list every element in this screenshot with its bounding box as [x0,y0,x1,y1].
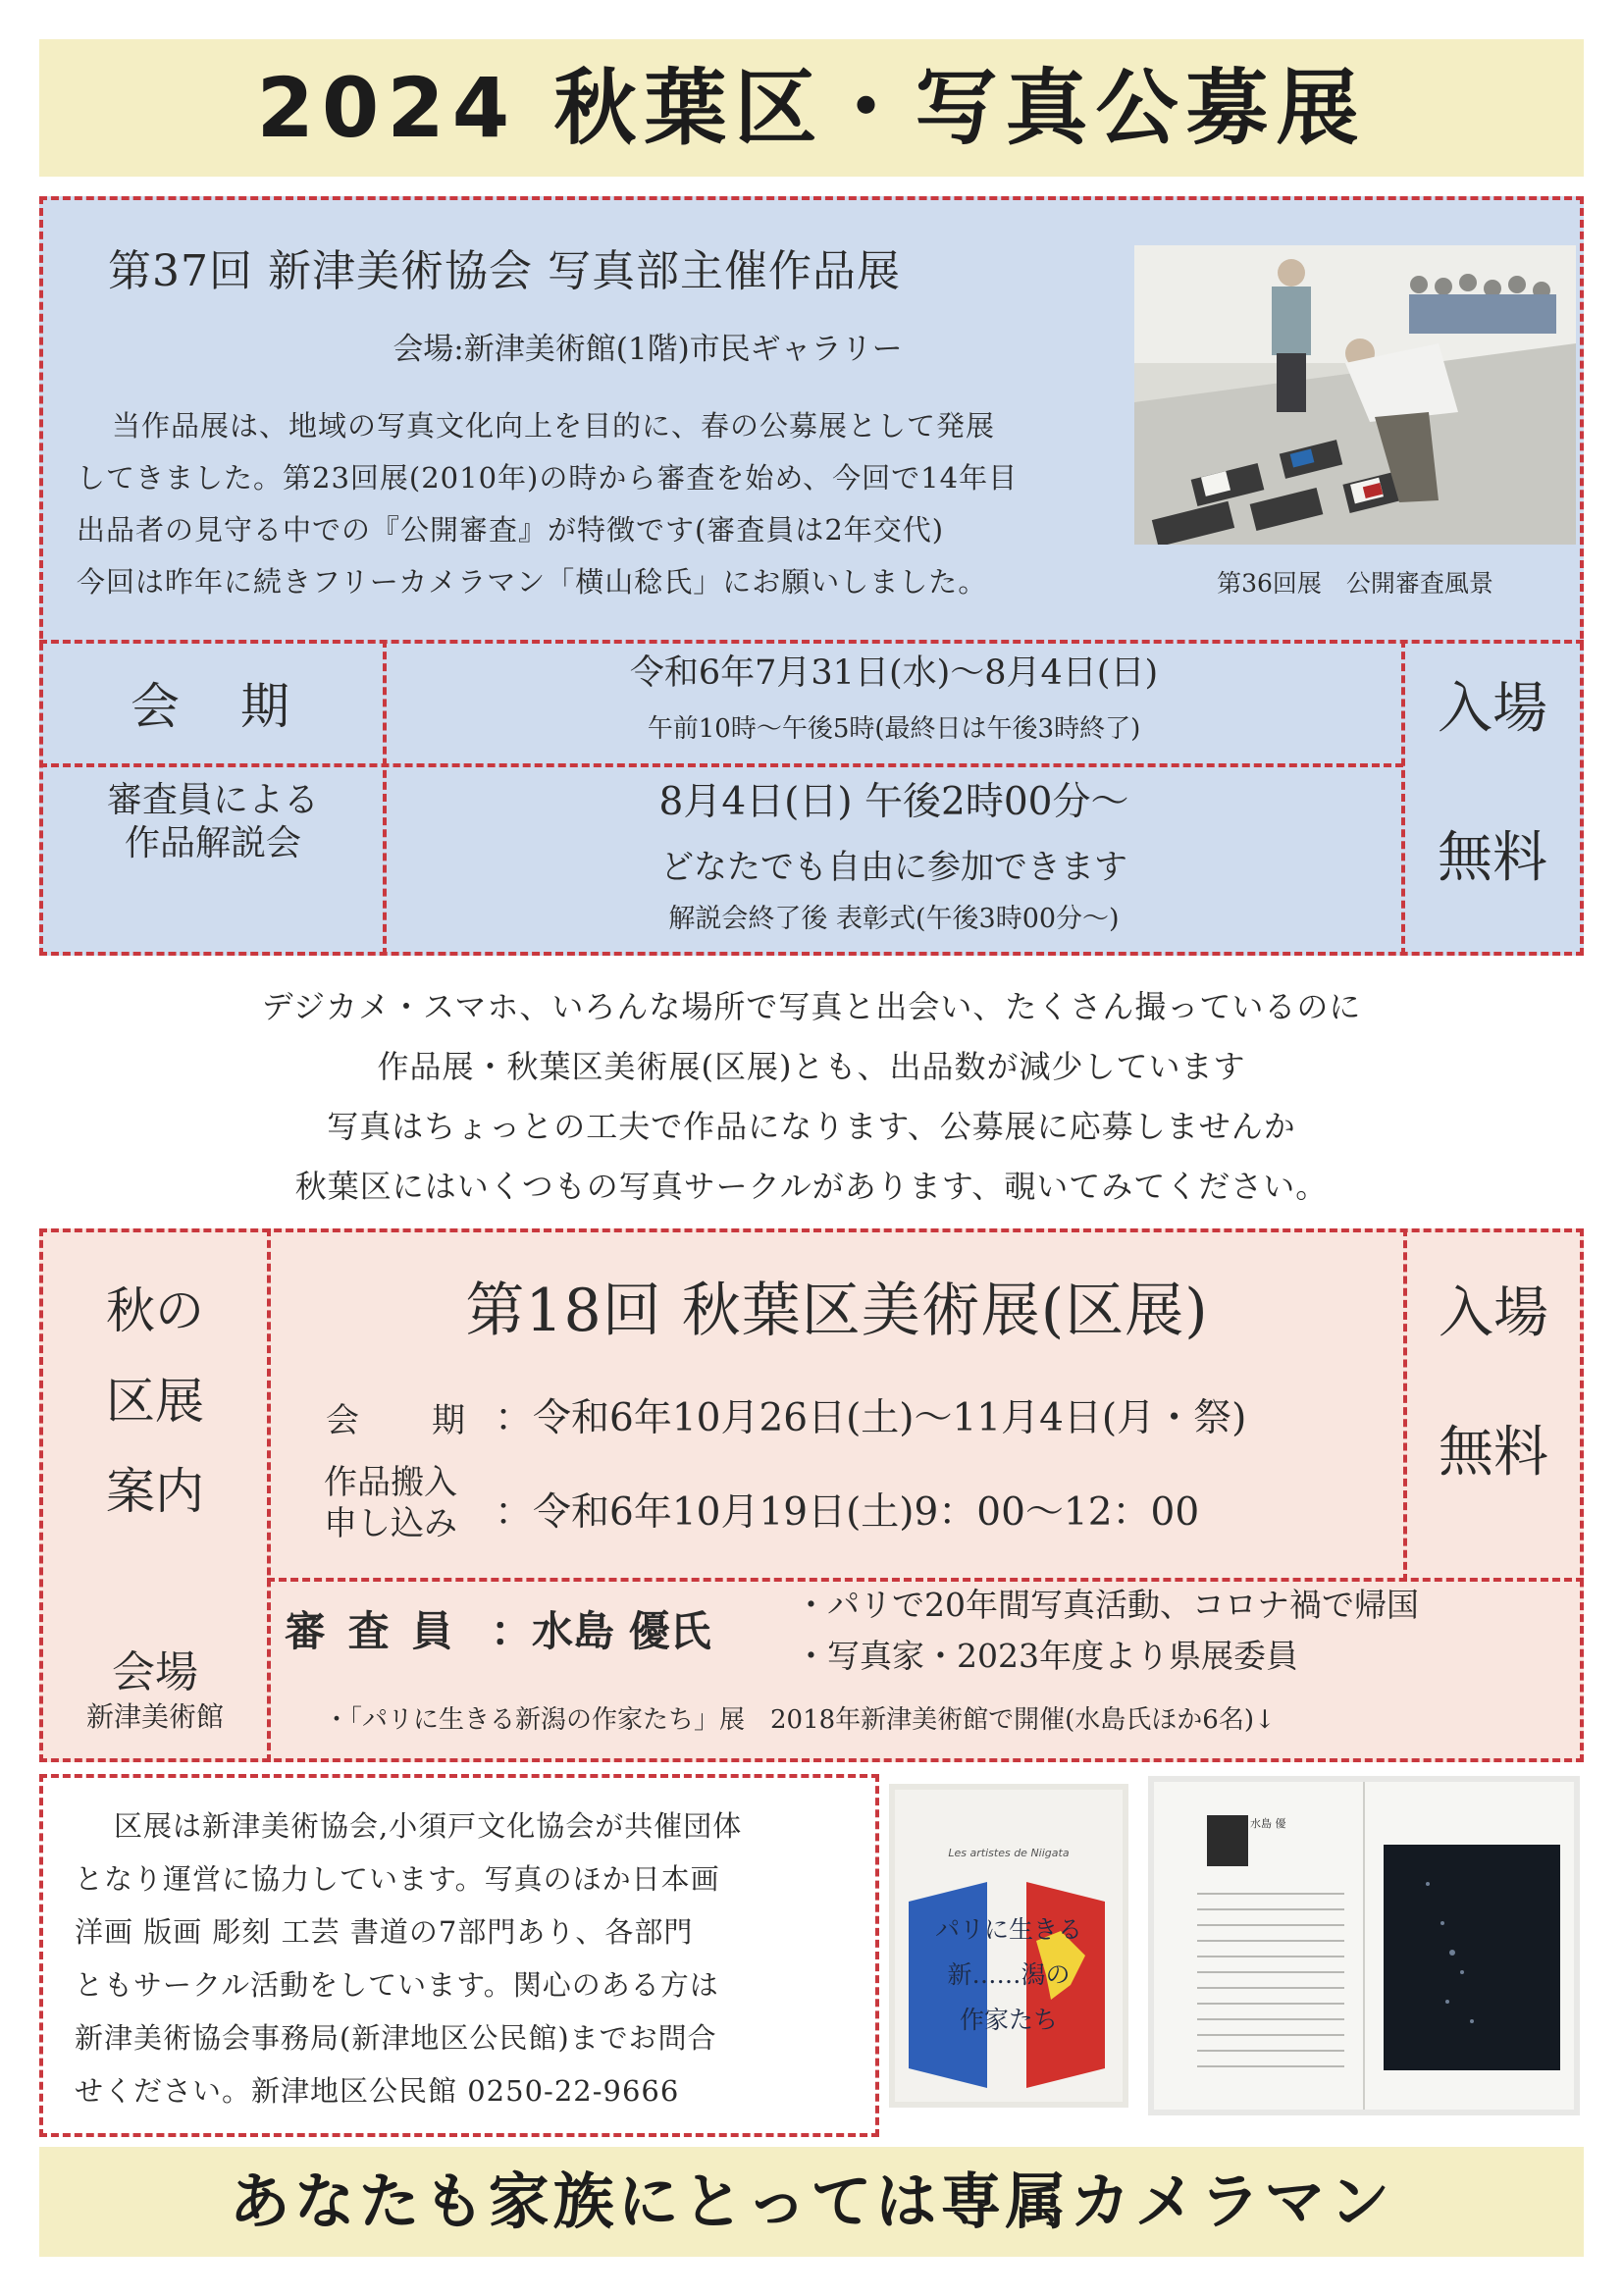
book-title-line: パリに生きる [934,1915,1082,1944]
kuten-venue-label: 会場 [112,1647,198,1697]
kuten-side-label [43,1266,267,1537]
side-label-line: 案内 [106,1463,204,1520]
kuten-entry-label [324,1462,457,1544]
kuten-heading: 第18回 秋葉区美術展(区展) [465,1277,1209,1345]
judge-name: ：水島 優氏 [491,1607,711,1655]
book-title [889,1907,1128,2043]
judge-note: ・写真家・2023年度より県展委員 [795,1637,1298,1675]
invitation-message [39,977,1584,1217]
association-line: となり運営に協力しています。写真のほか日本画 [75,1862,720,1896]
association-text [75,1800,860,2117]
message-line: デジカメ・スマホ、いろんな場所で写真と出会い、たくさん撮っているのに [261,988,1362,1025]
judging-photo [1134,245,1576,545]
talk-label-line: 作品解説会 [124,823,301,863]
catalog-artist-name: 水島 優 [1250,1817,1286,1830]
catalog-page-image [1148,1776,1580,2115]
description-line: 当作品展は、地域の写真文化向上を目的に、春の公募展として発展 [112,409,996,443]
book-cover-image [889,1784,1128,2108]
book-title-line: 作家たち [959,2006,1058,2034]
exhibition-venue: 会場:新津美術館(1階)市民ギャラリー [393,332,903,367]
divider [39,763,1403,767]
judge-note: ・パリで20年間写真活動、コロナ禍で帰国 [795,1586,1419,1624]
association-line: 洋画 版画 彫刻 工芸 書道の7部門あり、各部門 [75,1915,694,1949]
book-subtitle: Les artistes de Niigata [948,1847,1070,1859]
period-label: 会 期 [131,678,295,735]
kuten-venue-name: 新津美術館 [85,1700,224,1733]
period-date: 令和6年7月31日(水)〜8月4日(日) [629,653,1159,693]
association-line: 区展は新津美術協会,小須戸文化協会が共催団体 [114,1809,743,1843]
photo-caption: 第36回展 公開審査風景 [1217,569,1493,598]
exhibition-description [77,400,1136,608]
association-line: ともサークル活動をしています。関心のある方は [75,1968,719,2002]
admission-label: 入場 [1438,677,1547,741]
judge-label: 審 査 員 [285,1607,457,1655]
side-label-line: 秋の [106,1282,204,1339]
association-line: 新津美術協会事務局(新津地区公民館)までお問合 [75,2021,717,2055]
talk-date: 8月4日(日) 午後2時00分〜 [658,780,1129,824]
admission-value: 無料 [1438,826,1547,890]
book-title-line: 新……潟の [947,1960,1071,1989]
page-title: 2024 秋葉区・写真公募展 [256,60,1367,156]
talk-label-line: 審査員による [106,780,319,820]
description-line: してきました。第23回展(2010年)の時から審査を始め、今回で14年目 [77,461,1019,495]
side-label-line: 区展 [106,1373,204,1430]
association-line: せください。新津地区公民館 0250-22-9666 [75,2074,680,2108]
talk-after: 解説会終了後 表彰式(午後3時00分〜) [668,904,1120,934]
footer-slogan: あなたも家族にとっては専属カメラマン [229,2166,1394,2237]
entry-label-line: 作品搬入 [324,1463,457,1502]
talk-note: どなたでも自由に参加できます [660,848,1127,887]
kuten-entry-value: ：令和6年10月19日(土)9：00〜12：00 [495,1490,1200,1535]
exhibition-heading: 第37回 新津美術協会 写真部主催作品展 [108,246,901,296]
kuten-admission-value: 無料 [1439,1421,1548,1485]
exhibition-reference: ・「パリに生きる新潟の作家たち」展 2018年新津美術館で開催(水島氏ほか6名)↓ [324,1705,1276,1735]
message-line: 作品展・秋葉区美術展(区展)とも、出品数が減少しています [377,1048,1246,1085]
message-line: 秋葉区にはいくつもの写真サークルがあります、覗いてみてください。 [294,1168,1329,1205]
entry-label-line: 申し込み [324,1504,457,1543]
message-line: 写真はちょっとの工夫で作品になります、公募展に応募しませんか [327,1108,1296,1145]
period-time: 午前10時〜午後5時(最終日は午後3時終了) [647,714,1141,744]
kuten-period-label: 会 期 [326,1401,467,1440]
kuten-period-value: ：令和6年10月26日(土)〜11月4日(月・祭) [495,1396,1247,1440]
divider [39,640,1584,644]
kuten-admission-label: 入場 [1439,1281,1548,1345]
talk-label [43,779,383,865]
description-line: 出品者の見守る中での『公開審査』が特徴です(審査員は2年交代) [77,513,945,547]
description-line: 今回は昨年に続きフリーカメラマン「横山稔氏」にお願いしました。 [77,565,988,599]
